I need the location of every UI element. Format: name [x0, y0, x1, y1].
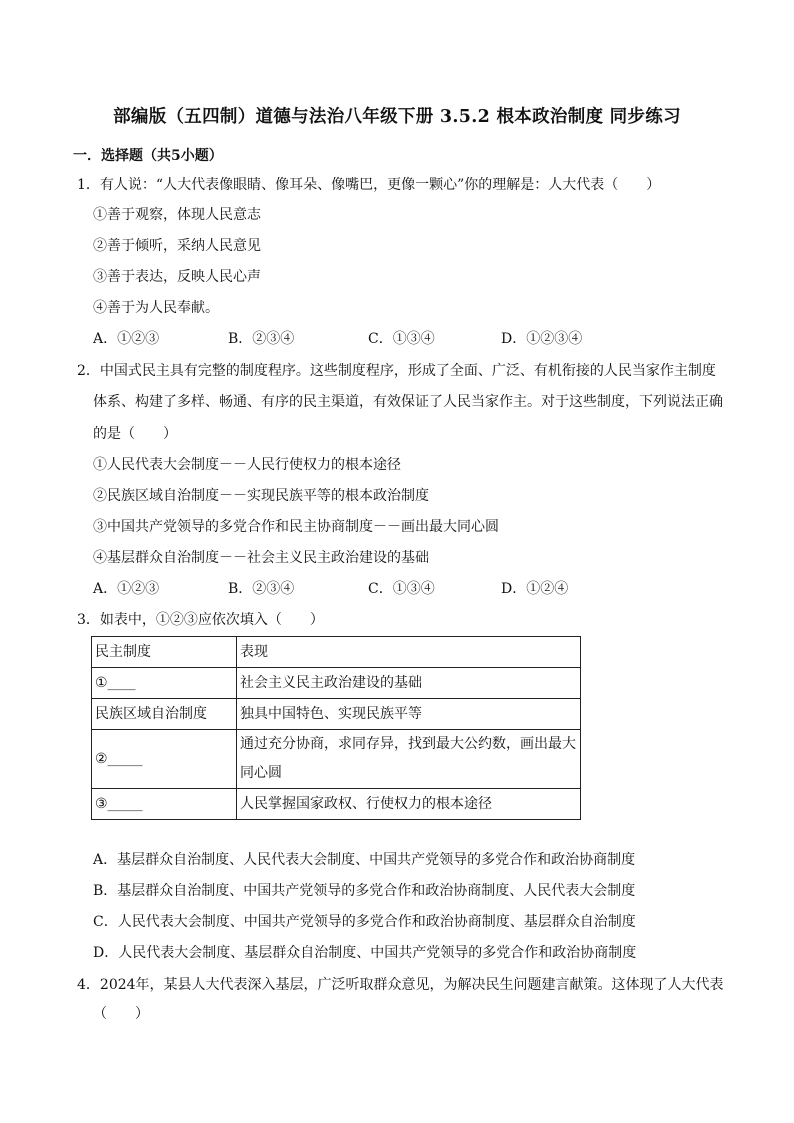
- q2-option-c[interactable]: C．①③④: [368, 581, 435, 597]
- q1-option-c[interactable]: C．①③④: [368, 331, 435, 347]
- table-row: [92, 730, 581, 789]
- q2-stem-line: 的是（ ）: [93, 426, 177, 442]
- table-row: [92, 789, 581, 820]
- q3-option-b[interactable]: B．基层群众自治制度、中国共产党领导的多党合作和政治协商制度、人民代表大会制度: [93, 883, 636, 899]
- table-header-row: [92, 637, 581, 668]
- document-title: 部编版（五四制）道德与法治八年级下册 3.5.2 根本政治制度 同步练习: [113, 107, 681, 127]
- table-row: [92, 699, 581, 730]
- q1-option-a[interactable]: A．①②③: [93, 331, 160, 347]
- q2-stem-line: 体系、构建了多样、畅通、有序的民主渠道，有效保证了人民当家作主。对于这些制度，下列说法正确: [93, 394, 723, 410]
- q2-item: ④基层群众自治制度－－社会主义民主政治建设的基础: [93, 550, 429, 566]
- table-cell-line: 同心圆: [240, 765, 282, 781]
- q1-option-d[interactable]: D．①②③④: [501, 331, 583, 347]
- table-cell: ③_____: [92, 789, 237, 820]
- section-heading: 一．选择题（共5小题）: [73, 148, 223, 164]
- q3-option-d[interactable]: D．人民代表大会制度、基层群众自治制度、中国共产党领导的多党合作和政治协商制度: [93, 945, 637, 961]
- table-cell: 民族区域自治制度: [92, 699, 237, 730]
- q2-option-b[interactable]: B．②③④: [228, 581, 295, 597]
- q1-item: ②善于倾听，采纳人民意见: [93, 238, 261, 254]
- q3-option-c[interactable]: C．人民代表大会制度、中国共产党领导的多党合作和政治协商制度、基层群众自治制度: [93, 914, 636, 930]
- q2-option-a[interactable]: A．①②③: [93, 581, 160, 597]
- table-cell: ②_____: [92, 730, 237, 789]
- table-cell: 社会主义民主政治建设的基础: [237, 668, 581, 699]
- table-cell: ①____: [92, 668, 237, 699]
- q1-item: ③善于表达，反映人民心声: [93, 269, 261, 285]
- q2-item: ③中国共产党领导的多党合作和民主协商制度－－画出最大同心圆: [93, 519, 499, 535]
- q3-stem: 3．如表中，①②③应依次填入（ ）: [77, 612, 324, 628]
- q1-stem: 1．有人说：“人大代表像眼睛、像耳朵、像嘴巴，更像一颗心”你的理解是：人大代表（ ）: [77, 177, 661, 193]
- table-cell-line: 通过充分协商，求同存异，找到最大公约数，画出最大: [240, 736, 576, 752]
- table-header-cell: 民主制度: [92, 637, 237, 668]
- q1-item: ①善于观察，体现人民意志: [93, 207, 261, 223]
- table-cell: [237, 730, 581, 789]
- table-header-cell: 表现: [237, 637, 581, 668]
- q3-option-a[interactable]: A．基层群众自治制度、人民代表大会制度、中国共产党领导的多党合作和政治协商制度: [93, 852, 636, 868]
- q3-table: [91, 636, 581, 820]
- q2-item: ②民族区域自治制度－－实现民族平等的根本政治制度: [93, 488, 429, 504]
- q1-item: ④善于为人民奉献。: [93, 300, 219, 316]
- q4-stem-line: （ ）: [93, 1006, 149, 1022]
- q2-stem-line: 2．中国式民主具有完整的制度程序。这些制度程序，形成了全面、广泛、有机衔接的人民当家作主制度: [77, 363, 716, 379]
- table-cell: 人民掌握国家政权、行使权力的根本途径: [237, 789, 581, 820]
- q4-stem-line: 4．2024年，某县人大代表深入基层，广泛听取群众意见，为解决民生问题建言献策。这体现了人大代表: [77, 977, 724, 993]
- table-cell: 独具中国特色、实现民族平等: [237, 699, 581, 730]
- q2-item: ①人民代表大会制度－－人民行使权力的根本途径: [93, 457, 401, 473]
- q1-option-b[interactable]: B．②③④: [228, 331, 295, 347]
- table-row: [92, 668, 581, 699]
- q2-option-d[interactable]: D．①②④: [501, 581, 569, 597]
